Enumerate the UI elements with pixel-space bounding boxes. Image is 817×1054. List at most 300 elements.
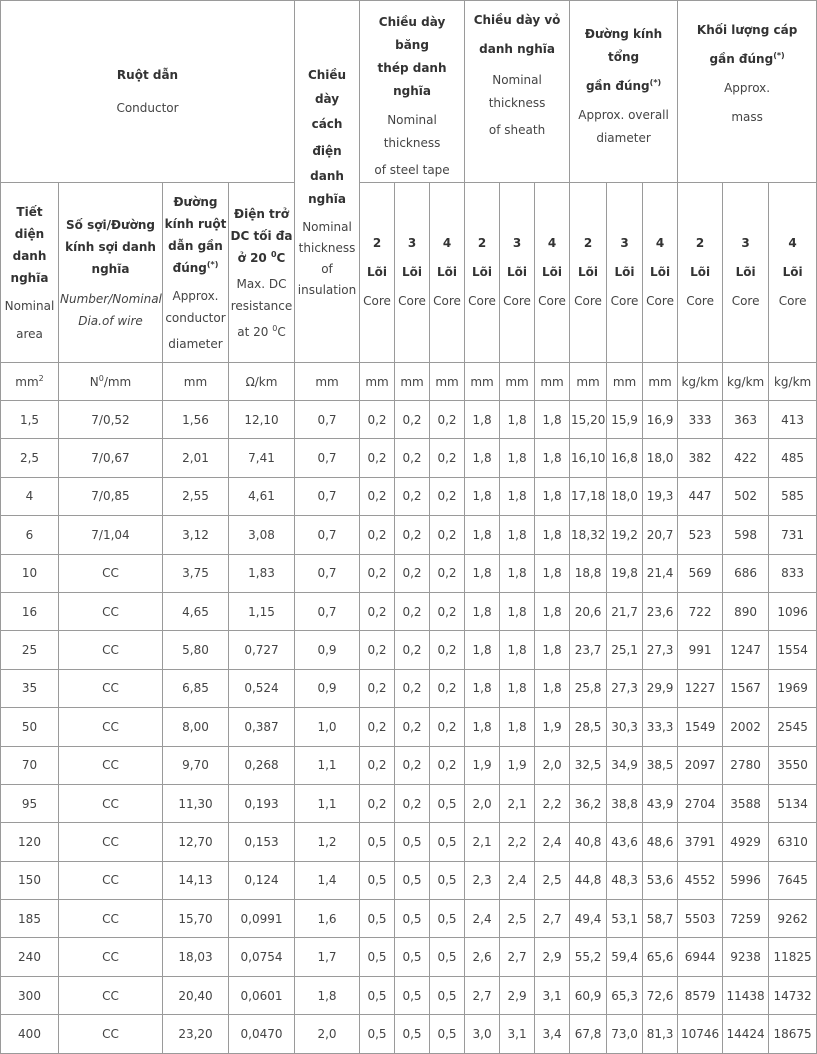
- table-cell: 18,32: [570, 516, 607, 554]
- table-cell: 1,15: [229, 592, 295, 630]
- table-cell: 1549: [678, 708, 723, 746]
- table-cell: 3,4: [535, 1015, 570, 1053]
- table-cell: 400: [1, 1015, 59, 1053]
- table-cell: 0,2: [395, 401, 430, 439]
- table-cell: 0,5: [395, 1015, 430, 1053]
- diameter-core-4: 4 Lõi Core: [643, 183, 678, 363]
- table-cell: 3,1: [535, 976, 570, 1014]
- table-cell: 150: [1, 861, 59, 899]
- table-cell: 17,18: [570, 477, 607, 515]
- table-cell: 0,5: [430, 938, 465, 976]
- table-cell: 2,5: [535, 861, 570, 899]
- table-cell: 30,3: [607, 708, 643, 746]
- table-cell: 0,124: [229, 861, 295, 899]
- table-cell: 1,4: [295, 861, 360, 899]
- table-cell: 2,4: [500, 861, 535, 899]
- table-cell: 3,75: [163, 554, 229, 592]
- unit-mass-4: kg/km: [769, 363, 817, 401]
- table-cell: 333: [678, 401, 723, 439]
- table-cell: 5996: [723, 861, 769, 899]
- table-cell: 1,8: [535, 401, 570, 439]
- table-cell: 14732: [769, 976, 817, 1014]
- table-cell: 20,40: [163, 976, 229, 1014]
- table-cell: 4552: [678, 861, 723, 899]
- table-cell: 731: [769, 516, 817, 554]
- table-cell: 1,1: [295, 746, 360, 784]
- table-cell: 2,6: [465, 938, 500, 976]
- table-cell: CC: [59, 746, 163, 784]
- table-cell: 65,3: [607, 976, 643, 1014]
- table-cell: 12,70: [163, 823, 229, 861]
- table-cell: 0,7: [295, 401, 360, 439]
- table-cell: 23,20: [163, 1015, 229, 1053]
- table-cell: 0,7: [295, 554, 360, 592]
- table-cell: 5503: [678, 900, 723, 938]
- table-cell: 1,8: [535, 439, 570, 477]
- table-cell: 3,0: [465, 1015, 500, 1053]
- table-cell: 28,5: [570, 708, 607, 746]
- table-cell: 48,6: [643, 823, 678, 861]
- table-cell: 49,4: [570, 900, 607, 938]
- table-cell: CC: [59, 938, 163, 976]
- table-cell: 0,5: [430, 823, 465, 861]
- table-cell: 2780: [723, 746, 769, 784]
- table-cell: 5134: [769, 784, 817, 822]
- table-cell: 19,2: [607, 516, 643, 554]
- table-cell: 3,12: [163, 516, 229, 554]
- table-cell: 722: [678, 592, 723, 630]
- table-row: [1, 439, 817, 477]
- table-cell: 11,30: [163, 784, 229, 822]
- table-cell: 2,7: [500, 938, 535, 976]
- table-cell: 38,8: [607, 784, 643, 822]
- unit-insulation: mm: [295, 363, 360, 401]
- table-cell: 2097: [678, 746, 723, 784]
- table-row: [1, 516, 817, 554]
- table-cell: 0,2: [360, 477, 395, 515]
- table-cell: 11825: [769, 938, 817, 976]
- table-cell: 0,2: [395, 592, 430, 630]
- table-cell: 1,8: [465, 631, 500, 669]
- table-cell: 0,7: [295, 516, 360, 554]
- table-cell: 0,5: [395, 938, 430, 976]
- table-cell: 1,8: [500, 708, 535, 746]
- table-cell: 2,5: [500, 900, 535, 938]
- unit-sheath-3: mm: [500, 363, 535, 401]
- table-cell: 2,9: [500, 976, 535, 1014]
- table-cell: 2,9: [535, 938, 570, 976]
- diameter-core-3: 3 Lõi Core: [607, 183, 643, 363]
- table-cell: 40,8: [570, 823, 607, 861]
- table-cell: 21,4: [643, 554, 678, 592]
- table-cell: 0,2: [395, 708, 430, 746]
- table-cell: 1,8: [465, 592, 500, 630]
- table-cell: 2,7: [535, 900, 570, 938]
- table-cell: 18,0: [607, 477, 643, 515]
- table-cell: 43,6: [607, 823, 643, 861]
- resistance-header: Điện trở DC tối đa ở 20 $^0$C Max. DC resistance at 20 $^0$C: [229, 183, 295, 363]
- table-cell: 2,2: [535, 784, 570, 822]
- table-cell: 3,1: [500, 1015, 535, 1053]
- table-cell: 36,2: [570, 784, 607, 822]
- table-cell: 1,8: [500, 401, 535, 439]
- table-cell: 7/0,85: [59, 477, 163, 515]
- table-cell: 0,2: [395, 516, 430, 554]
- table-cell: 0,268: [229, 746, 295, 784]
- table-cell: 120: [1, 823, 59, 861]
- table-cell: 1,8: [465, 516, 500, 554]
- table-cell: 7/0,67: [59, 439, 163, 477]
- table-cell: 27,3: [607, 669, 643, 707]
- table-cell: 0,0601: [229, 976, 295, 1014]
- table-cell: 0,2: [360, 746, 395, 784]
- table-cell: 686: [723, 554, 769, 592]
- table-cell: 9,70: [163, 746, 229, 784]
- table-cell: 1,8: [465, 439, 500, 477]
- table-cell: 833: [769, 554, 817, 592]
- table-cell: 1,9: [535, 708, 570, 746]
- table-cell: 0,5: [360, 1015, 395, 1053]
- table-cell: 413: [769, 401, 817, 439]
- table-cell: 0,2: [360, 784, 395, 822]
- data-rows: [1, 401, 817, 1054]
- area-header: Tiết diện danh nghĩa Nominal area: [1, 183, 59, 363]
- table-cell: 2704: [678, 784, 723, 822]
- table-cell: 0,9: [295, 669, 360, 707]
- table-cell: 58,7: [643, 900, 678, 938]
- table-cell: 18675: [769, 1015, 817, 1053]
- header-row-columns: [1, 183, 817, 363]
- table-cell: 6944: [678, 938, 723, 976]
- table-cell: 1,8: [465, 554, 500, 592]
- table-cell: 6: [1, 516, 59, 554]
- table-row: [1, 861, 817, 899]
- table-cell: 1,8: [500, 516, 535, 554]
- table-cell: 0,5: [395, 976, 430, 1014]
- table-cell: 4,65: [163, 592, 229, 630]
- table-cell: 1096: [769, 592, 817, 630]
- table-cell: 0,7: [295, 439, 360, 477]
- table-cell: 55,2: [570, 938, 607, 976]
- table-row: [1, 708, 817, 746]
- table-cell: 38,5: [643, 746, 678, 784]
- unit-resistance: Ω/km: [229, 363, 295, 401]
- sheath-core-2: 2 Lõi Core: [465, 183, 500, 363]
- table-cell: 1,8: [500, 554, 535, 592]
- table-cell: 0,2: [395, 746, 430, 784]
- unit-sheath-2: mm: [465, 363, 500, 401]
- table-cell: 240: [1, 938, 59, 976]
- table-cell: 1,8: [535, 631, 570, 669]
- table-cell: 0,2: [430, 401, 465, 439]
- table-cell: 598: [723, 516, 769, 554]
- wires-header: Số sợi/Đường kính sợi danh nghĩa Number/Nominal Dia.of wire: [59, 183, 163, 363]
- table-cell: 19,8: [607, 554, 643, 592]
- table-cell: CC: [59, 631, 163, 669]
- table-cell: 81,3: [643, 1015, 678, 1053]
- table-cell: 1,83: [229, 554, 295, 592]
- table-cell: 1,8: [535, 669, 570, 707]
- table-cell: 1,56: [163, 401, 229, 439]
- table-cell: 60,9: [570, 976, 607, 1014]
- table-cell: 0,2: [360, 592, 395, 630]
- table-cell: 16,10: [570, 439, 607, 477]
- unit-steel-4: mm: [430, 363, 465, 401]
- table-cell: 23,7: [570, 631, 607, 669]
- table-cell: 3791: [678, 823, 723, 861]
- table-cell: CC: [59, 900, 163, 938]
- table-row: [1, 477, 817, 515]
- table-cell: 65,6: [643, 938, 678, 976]
- table-cell: 0,2: [430, 554, 465, 592]
- table-cell: 53,1: [607, 900, 643, 938]
- table-cell: 2,4: [535, 823, 570, 861]
- overall-diameter-header: Đường kính tổng gần đúng(*) Approx. overall diameter: [570, 1, 678, 183]
- table-cell: 0,0754: [229, 938, 295, 976]
- table-cell: 12,10: [229, 401, 295, 439]
- table-cell: 1554: [769, 631, 817, 669]
- sheath-core-3: 3 Lõi Core: [500, 183, 535, 363]
- table-cell: CC: [59, 592, 163, 630]
- table-cell: 3550: [769, 746, 817, 784]
- table-cell: 6310: [769, 823, 817, 861]
- table-cell: 44,8: [570, 861, 607, 899]
- steel-core-2: 2 Lõi Core: [360, 183, 395, 363]
- table-cell: 0,5: [430, 976, 465, 1014]
- table-cell: CC: [59, 823, 163, 861]
- table-cell: 0,2: [430, 439, 465, 477]
- table-cell: 72,6: [643, 976, 678, 1014]
- table-cell: 1,8: [465, 708, 500, 746]
- table-cell: 21,7: [607, 592, 643, 630]
- table-cell: 15,9: [607, 401, 643, 439]
- table-cell: 1,7: [295, 938, 360, 976]
- table-cell: 25,1: [607, 631, 643, 669]
- table-cell: 2,55: [163, 477, 229, 515]
- table-cell: 0,2: [360, 631, 395, 669]
- table-cell: 2,0: [295, 1015, 360, 1053]
- table-cell: 15,70: [163, 900, 229, 938]
- table-cell: 1,8: [295, 976, 360, 1014]
- table-cell: 422: [723, 439, 769, 477]
- table-cell: 1,8: [535, 592, 570, 630]
- table-cell: 32,5: [570, 746, 607, 784]
- table-row: [1, 900, 817, 938]
- table-cell: 18,03: [163, 938, 229, 976]
- table-cell: 9262: [769, 900, 817, 938]
- table-cell: 7/0,52: [59, 401, 163, 439]
- table-cell: 0,727: [229, 631, 295, 669]
- table-cell: 59,4: [607, 938, 643, 976]
- table-cell: 16,8: [607, 439, 643, 477]
- table-cell: 34,9: [607, 746, 643, 784]
- table-cell: 523: [678, 516, 723, 554]
- table-cell: 1,8: [465, 669, 500, 707]
- table-cell: 2,7: [465, 976, 500, 1014]
- table-cell: 16: [1, 592, 59, 630]
- table-cell: 23,6: [643, 592, 678, 630]
- table-row: [1, 631, 817, 669]
- table-cell: 485: [769, 439, 817, 477]
- table-cell: 0,2: [430, 516, 465, 554]
- table-cell: 0,2: [430, 746, 465, 784]
- table-cell: 890: [723, 592, 769, 630]
- steel-tape-header: Chiều dày băng thép danh nghĩa Nominal thickness of steel tape: [360, 1, 465, 183]
- table-cell: 1,8: [465, 401, 500, 439]
- table-cell: 0,5: [360, 976, 395, 1014]
- table-cell: 2545: [769, 708, 817, 746]
- table-cell: 0,5: [395, 861, 430, 899]
- table-cell: 2002: [723, 708, 769, 746]
- table-cell: 0,2: [395, 784, 430, 822]
- header-row-groups: [1, 1, 817, 183]
- table-cell: 0,2: [395, 477, 430, 515]
- unit-diameter-4: mm: [643, 363, 678, 401]
- table-cell: 0,5: [430, 900, 465, 938]
- table-row: [1, 669, 817, 707]
- table-cell: 0,2: [360, 439, 395, 477]
- mass-core-3: 3 Lõi Core: [723, 183, 769, 363]
- insulation-header: Chiều dày cách điện danh nghĩa Nominal thickness of insulation: [295, 1, 360, 363]
- table-row: [1, 784, 817, 822]
- table-cell: 8579: [678, 976, 723, 1014]
- table-cell: 0,2: [395, 439, 430, 477]
- table-cell: 1,8: [535, 554, 570, 592]
- table-cell: 18,0: [643, 439, 678, 477]
- unit-sheath-4: mm: [535, 363, 570, 401]
- table-cell: 0,2: [360, 669, 395, 707]
- table-cell: 95: [1, 784, 59, 822]
- table-cell: 0,2: [360, 708, 395, 746]
- table-cell: 0,193: [229, 784, 295, 822]
- table-cell: 11438: [723, 976, 769, 1014]
- table-cell: 0,0470: [229, 1015, 295, 1053]
- units-row: [1, 363, 817, 401]
- unit-diameter-2: mm: [570, 363, 607, 401]
- table-cell: 1567: [723, 669, 769, 707]
- table-cell: 48,3: [607, 861, 643, 899]
- mass-core-4: 4 Lõi Core: [769, 183, 817, 363]
- table-cell: 0,2: [360, 401, 395, 439]
- table-cell: 991: [678, 631, 723, 669]
- table-cell: 1,8: [535, 477, 570, 515]
- table-cell: 3588: [723, 784, 769, 822]
- table-cell: 1969: [769, 669, 817, 707]
- table-cell: 50: [1, 708, 59, 746]
- table-cell: 14424: [723, 1015, 769, 1053]
- table-cell: 0,5: [430, 784, 465, 822]
- unit-diameter-3: mm: [607, 363, 643, 401]
- table-cell: 0,5: [395, 823, 430, 861]
- table-cell: 1,9: [465, 746, 500, 784]
- diameter-core-2: 2 Lõi Core: [570, 183, 607, 363]
- table-row: [1, 592, 817, 630]
- table-cell: CC: [59, 861, 163, 899]
- table-cell: 0,0991: [229, 900, 295, 938]
- unit-steel-3: mm: [395, 363, 430, 401]
- table-cell: 3,08: [229, 516, 295, 554]
- table-cell: 0,2: [360, 554, 395, 592]
- conductor-diameter-header: Đường kính ruột dẫn gần đúng(*) Approx. conductor diameter: [163, 183, 229, 363]
- table-cell: 2,3: [465, 861, 500, 899]
- table-cell: 19,3: [643, 477, 678, 515]
- table-row: [1, 938, 817, 976]
- table-cell: CC: [59, 976, 163, 1014]
- table-cell: 0,5: [395, 900, 430, 938]
- table-cell: 0,2: [395, 554, 430, 592]
- table-row: [1, 746, 817, 784]
- table-cell: 4: [1, 477, 59, 515]
- table-row: [1, 976, 817, 1014]
- table-cell: 0,153: [229, 823, 295, 861]
- table-row: [1, 823, 817, 861]
- table-cell: CC: [59, 669, 163, 707]
- unit-mass-3: kg/km: [723, 363, 769, 401]
- mass-core-2: 2 Lõi Core: [678, 183, 723, 363]
- table-cell: 185: [1, 900, 59, 938]
- table-cell: 73,0: [607, 1015, 643, 1053]
- table-cell: 382: [678, 439, 723, 477]
- table-cell: CC: [59, 554, 163, 592]
- table-cell: 0,5: [430, 1015, 465, 1053]
- table-cell: 7259: [723, 900, 769, 938]
- table-cell: 0,2: [430, 669, 465, 707]
- table-cell: 1,5: [1, 401, 59, 439]
- table-cell: CC: [59, 1015, 163, 1053]
- table-cell: 6,85: [163, 669, 229, 707]
- table-cell: 1247: [723, 631, 769, 669]
- table-cell: 2,0: [465, 784, 500, 822]
- table-cell: 0,387: [229, 708, 295, 746]
- unit-steel-2: mm: [360, 363, 395, 401]
- table-cell: 35: [1, 669, 59, 707]
- steel-core-4: 4 Lõi Core: [430, 183, 465, 363]
- table-cell: 25: [1, 631, 59, 669]
- table-cell: 10: [1, 554, 59, 592]
- unit-mass-2: kg/km: [678, 363, 723, 401]
- table-cell: 1,6: [295, 900, 360, 938]
- table-cell: 4929: [723, 823, 769, 861]
- table-cell: 502: [723, 477, 769, 515]
- table-cell: 25,8: [570, 669, 607, 707]
- table-cell: 7/1,04: [59, 516, 163, 554]
- table-cell: 15,20: [570, 401, 607, 439]
- unit-conductor-diameter: mm: [163, 363, 229, 401]
- table-cell: CC: [59, 784, 163, 822]
- table-cell: 2,01: [163, 439, 229, 477]
- table-cell: CC: [59, 708, 163, 746]
- table-cell: 0,9: [295, 631, 360, 669]
- table-cell: 5,80: [163, 631, 229, 669]
- table-cell: 0,5: [360, 823, 395, 861]
- table-cell: 33,3: [643, 708, 678, 746]
- table-cell: 2,2: [500, 823, 535, 861]
- table-cell: 2,5: [1, 439, 59, 477]
- table-cell: 0,2: [395, 669, 430, 707]
- table-cell: 0,5: [430, 861, 465, 899]
- table-cell: 20,6: [570, 592, 607, 630]
- table-cell: 9238: [723, 938, 769, 976]
- table-cell: 53,6: [643, 861, 678, 899]
- table-cell: 1,8: [465, 477, 500, 515]
- table-row: [1, 554, 817, 592]
- table-cell: 10746: [678, 1015, 723, 1053]
- table-cell: 0,2: [430, 477, 465, 515]
- table-cell: 43,9: [643, 784, 678, 822]
- table-cell: 0,524: [229, 669, 295, 707]
- steel-core-3: 3 Lõi Core: [395, 183, 430, 363]
- table-cell: 0,2: [395, 631, 430, 669]
